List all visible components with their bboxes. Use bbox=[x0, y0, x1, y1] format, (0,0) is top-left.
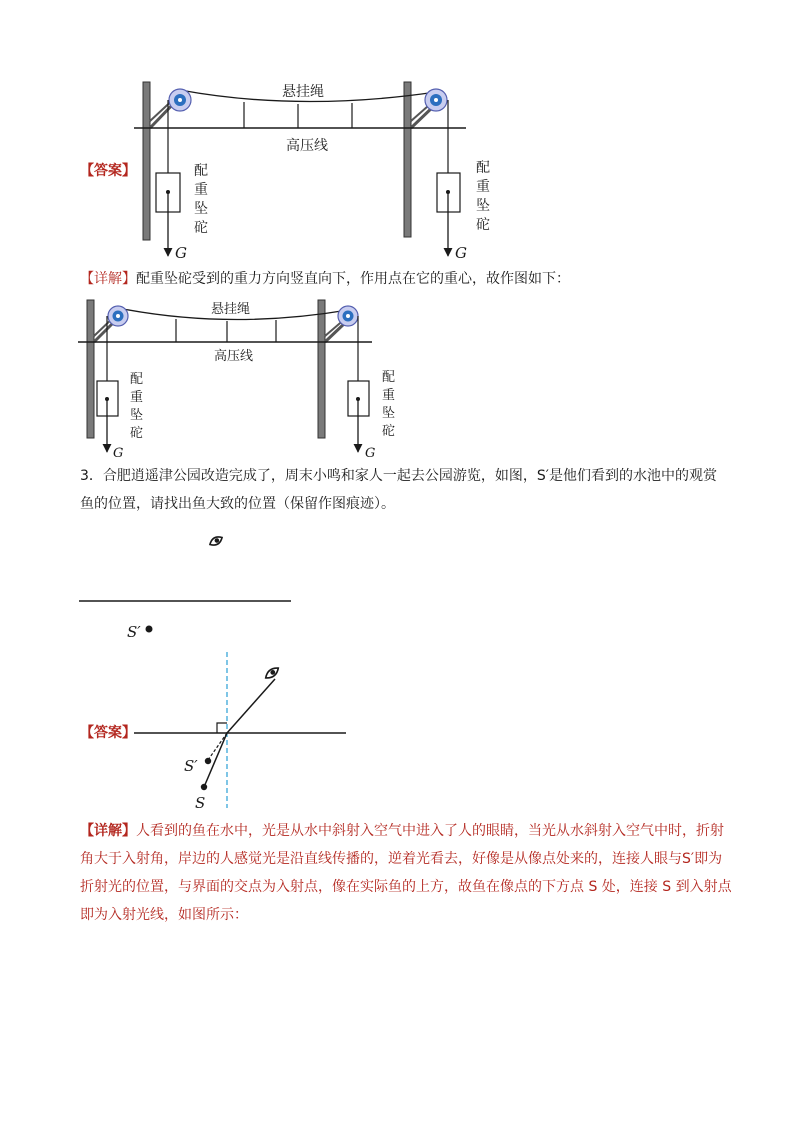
weight-char: 重 bbox=[476, 179, 490, 195]
weight-char: 重 bbox=[130, 390, 144, 405]
rope-label: 悬挂绳 bbox=[211, 302, 251, 317]
force-label: G bbox=[175, 244, 187, 262]
weight-char: 配 bbox=[194, 163, 208, 179]
force-label: G bbox=[365, 446, 376, 461]
detail-3 bbox=[80, 817, 740, 929]
eye-icon bbox=[264, 665, 281, 680]
image-point bbox=[205, 758, 211, 764]
weight-char: 坠 bbox=[476, 198, 490, 214]
weight-char: 重 bbox=[382, 388, 396, 403]
answer-label-1: 【答案】 bbox=[80, 163, 136, 179]
force-label: G bbox=[455, 244, 467, 262]
refracted-ray bbox=[227, 679, 275, 733]
rope-label: 悬挂绳 bbox=[282, 84, 324, 100]
weight-char: 重 bbox=[194, 182, 208, 198]
force-label: G bbox=[113, 446, 124, 461]
question-line: 鱼的位置，请找出鱼大致的位置（保留作图痕迹）。 bbox=[80, 496, 395, 512]
detail-line: 折射光的位置，与界面的交点为入射点，像在实际鱼的上方，故鱼在像点的下方点 S 处，连接 S 到入射点 bbox=[80, 879, 732, 895]
weight-char: 坠 bbox=[382, 406, 396, 421]
detail-line: 角大于入射角，岸边的人感觉光是沿直线传播的，逆着光看去，好像是从像点处来的，连接人眼与S′即为 bbox=[80, 851, 723, 867]
weight-char: 配 bbox=[382, 370, 396, 385]
detail-label: 【详解】 bbox=[80, 271, 136, 287]
question-line: 3．合肥逍遥津公园改造完成了，周末小鸣和家人一起去公园游览，如图，S′是他们看到的水池中的观赏 bbox=[80, 468, 717, 484]
line-label: 高压线 bbox=[286, 138, 328, 154]
line-label: 高压线 bbox=[214, 349, 254, 364]
weight-char: 坠 bbox=[194, 201, 208, 217]
image-point-label: S′ bbox=[184, 757, 198, 775]
answer-label-3: 【答案】 bbox=[80, 725, 136, 741]
weight-char: 砣 bbox=[476, 217, 490, 233]
detail-line: 即为入射光线，如图所示： bbox=[80, 907, 248, 923]
detail-line: 人看到的鱼在水中，光是从水中斜射入空气中进入了人的眼睛，当光从水斜射入空气中时，折射 bbox=[136, 823, 724, 839]
weight-char: 砣 bbox=[130, 426, 144, 441]
image-point-label: S′ bbox=[127, 623, 141, 641]
detail-text: 配重坠砣受到的重力方向竖直向下，作用点在它的重心，故作图如下： bbox=[136, 271, 570, 287]
weight-char: 配 bbox=[130, 372, 144, 387]
weight-char: 配 bbox=[476, 160, 490, 176]
object-point-label: S bbox=[195, 794, 206, 812]
weight-char: 砣 bbox=[382, 424, 396, 439]
object-point bbox=[201, 784, 207, 790]
weight-char: 坠 bbox=[130, 408, 144, 423]
weight-char: 砣 bbox=[194, 220, 208, 236]
detail-label: 【详解】 bbox=[80, 823, 136, 839]
